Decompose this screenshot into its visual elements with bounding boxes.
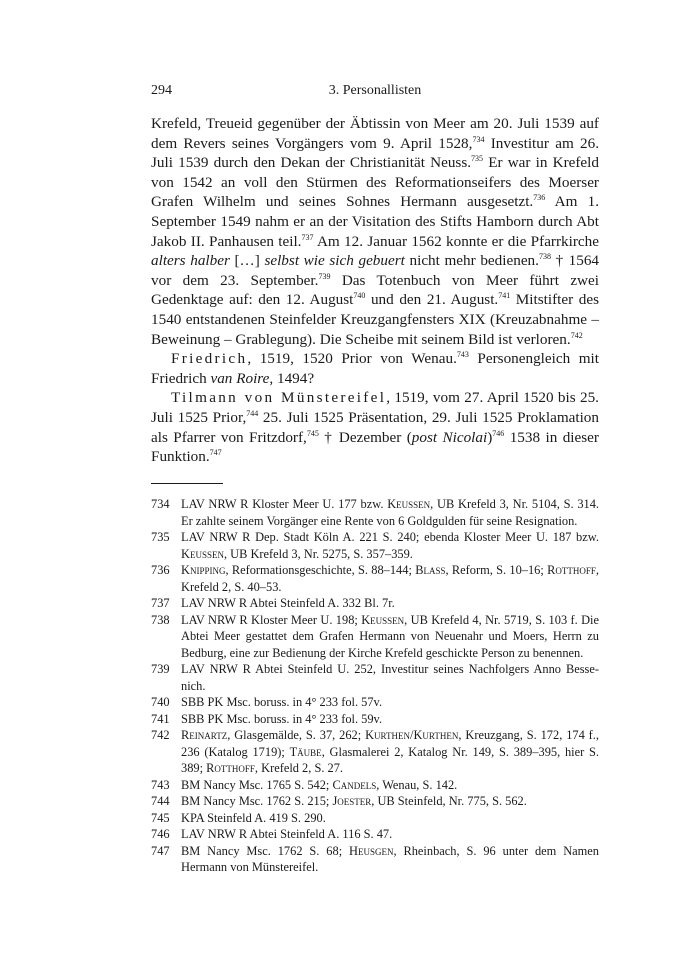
- text-run: , Glasgemälde, S. 37, 262;: [227, 728, 366, 742]
- text-run: , Wenau, S. 142.: [376, 777, 458, 792]
- text-run: Investitur am 26. Juli 1539 durch den Dekan der Christianität Neuss.: [151, 134, 600, 172]
- footnote-number: 746: [151, 827, 170, 841]
- text-run: LAV NRW R Abtei Steinfeld U. 252, Investitur seines Nachfolgers Anno Besse-nich.: [181, 662, 599, 693]
- footnote-reference: 737: [301, 232, 314, 242]
- footnote: [151, 727, 599, 777]
- footnote-number: 739: [151, 662, 170, 676]
- text-run: LAV NRW R Kloster Meer U. 198;: [181, 612, 362, 627]
- italic-text: selbst wie sich gebuert: [264, 252, 405, 270]
- text-run: SBB PK Msc. boruss. in 4° 233 fol. 59v.: [181, 711, 383, 726]
- footnote-reference: 741: [498, 291, 511, 301]
- author-name: Rotthoff: [206, 761, 255, 775]
- footnote: [151, 661, 599, 694]
- text-run: , Krefeld 2, S. 40–53.: [181, 563, 599, 594]
- author-name: Kurthen/Kurthen: [365, 728, 459, 742]
- author-name: Blass: [415, 563, 446, 577]
- footnote: [151, 595, 599, 612]
- text-run: , UB Krefeld 3, Nr. 5275, S. 357–359.: [223, 546, 413, 561]
- footnote-number: 740: [151, 695, 170, 709]
- text-run: , 1519, 1520 Prior von Wenau.: [247, 350, 457, 368]
- footnote: [151, 529, 599, 562]
- person-name: Tilmann von Münstereifel: [171, 389, 387, 407]
- text-run: Er war in Krefeld von 1542 an voll den Stürmen des Reformationseifers des Moerser Grafen Wilhelm und seines Sohnes Hermann ausgesetzt.: [151, 154, 599, 211]
- footnote: [151, 810, 599, 827]
- text-run: Das Totenbuch von Meer führt zwei Gedenktage auf: den 12. August: [151, 271, 599, 309]
- text-run: LAV NRW R Kloster Meer U. 177 bzw.: [181, 497, 388, 511]
- text-run: , Krefeld 2, S. 27.: [254, 761, 344, 775]
- text-run: Mitstifter des 1540 entstandenen Steinfelder Kreuzgangfensters XIX (Kreuzabnahme – Beweinung – Grablegung). Die Scheibe mit seinem Bild ist verloren.: [151, 291, 599, 348]
- main-text: [151, 114, 599, 467]
- footnote: [151, 694, 599, 711]
- text-run: † 1564 vor dem 23. September.: [151, 252, 600, 289]
- italic-text: post Nicolai: [411, 428, 488, 446]
- footnote-number: 736: [151, 563, 170, 577]
- footnote-reference: 739: [318, 271, 331, 281]
- footnote-divider: [151, 483, 223, 484]
- footnote: [151, 711, 599, 728]
- footnote-number: 743: [151, 777, 170, 792]
- footnote-reference: 735: [471, 154, 484, 164]
- text-run: , Kreuzgang, S. 172, 174 f., 236 (Katalog 1719);: [181, 728, 600, 759]
- text-run: KPA Steinfeld A. 419 S. 290.: [181, 810, 326, 825]
- footnote-number: 738: [151, 612, 170, 627]
- text-run: ): [487, 428, 493, 446]
- footnote-number: 747: [151, 843, 170, 858]
- text-run: , UB Krefeld 3, Nr. 5104, S. 314. Er zahlte seinem Vorgänger eine Rente von 6 Goldgulden für seine Resignation.: [181, 497, 600, 528]
- text-run: † Dezember (: [318, 428, 412, 446]
- footnote-number: 745: [151, 810, 170, 825]
- text-run: und den 21. August.: [365, 291, 499, 309]
- footnote: [151, 793, 599, 810]
- text-run: , Rheinbach, S. 96 unter dem Namen Hermann von Münstereifel.: [181, 843, 599, 874]
- author-name: Rotthoff: [547, 563, 596, 577]
- text-run: , Glasmalerei 2, Katalog Nr. 149, S. 389–395, hier S. 389;: [181, 744, 599, 775]
- footnote: [151, 777, 599, 794]
- person-name: Friedrich: [171, 350, 248, 368]
- italic-text: alters halber: [151, 252, 230, 270]
- footnote: [151, 843, 599, 876]
- text-run: , Reformationsgeschichte, S. 88–144;: [225, 563, 416, 577]
- footnote-reference: 743: [456, 350, 469, 360]
- footnote-number: 744: [151, 794, 170, 808]
- text-run: , 1494?: [269, 369, 315, 387]
- body-paragraph: [151, 388, 599, 466]
- footnote-reference: 744: [246, 408, 259, 418]
- author-name: Knipping: [181, 563, 226, 577]
- author-name: Keussen: [361, 612, 405, 627]
- text-run: 25. Juli 1525 Präsentation, 29. Juli 1525 Proklamation als Pfarrer von Fritzdorf,: [151, 408, 599, 446]
- author-name: Joester: [332, 794, 372, 808]
- footnote-number: 742: [151, 728, 170, 742]
- footnote-number: 737: [151, 596, 170, 610]
- footnote: [151, 826, 599, 843]
- footnote-reference: 746: [492, 428, 505, 438]
- text-run: BM Nancy Msc. 1765 S. 542;: [181, 777, 333, 792]
- text-run: LAV NRW R Abtei Steinfeld A. 332 Bl. 7r.: [181, 596, 395, 610]
- author-name: Reinartz: [181, 728, 228, 742]
- body-paragraph: [151, 114, 599, 349]
- text-run: LAV NRW R Dep. Stadt Köln A. 221 S. 240; ebenda Kloster Meer U. 187 bzw.: [181, 530, 599, 544]
- text-run: , UB Steinfeld, Nr. 775, S. 562.: [371, 794, 527, 808]
- text-run: BM Nancy Msc. 1762 S. 215;: [181, 794, 333, 808]
- text-run: SBB PK Msc. boruss. in 4° 233 fol. 57v.: [181, 695, 383, 709]
- footnote-reference: 742: [570, 330, 583, 340]
- text-run: Am 12. Januar 1562 konnte er die Pfarrkirche: [313, 232, 599, 250]
- footnote-number: 734: [151, 497, 170, 511]
- footnote-reference: 745: [306, 428, 319, 438]
- footnote-number: 735: [151, 530, 170, 544]
- body-paragraph: [151, 349, 599, 388]
- footnotes: [151, 496, 599, 876]
- footnote-reference: 734: [472, 134, 485, 144]
- running-head: [151, 83, 599, 103]
- footnote: [151, 612, 599, 662]
- author-name: Täube: [289, 744, 322, 759]
- author-name: Keussen: [387, 497, 431, 511]
- text-run: LAV NRW R Abtei Steinfeld A. 116 S. 47.: [181, 827, 393, 841]
- footnote-reference: 738: [538, 252, 551, 262]
- text-run: nicht mehr bedienen.: [404, 252, 539, 270]
- text-run: Personengleich mit Friedrich: [151, 350, 599, 387]
- author-name: Candels: [332, 777, 377, 792]
- text-run: , 1519, vom 27. April 1520 bis 25. Juli 1525 Prior,: [151, 389, 599, 426]
- author-name: Keussen: [181, 546, 224, 561]
- author-name: Heusgen: [349, 843, 394, 858]
- italic-text: van Roire: [210, 369, 270, 387]
- text-run: , Reform, S. 10–16;: [445, 563, 548, 577]
- text-run: Am 1. September 1549 nahm er an der Visitation des Stifts Hamborn durch Abt Jakob II. Panhausen teil.: [151, 193, 599, 250]
- text-run: 1538 in dieser Funktion.: [151, 428, 599, 466]
- text-run: BM Nancy Msc. 1762 S. 68;: [181, 843, 350, 858]
- running-title: 3. Personallisten: [328, 83, 422, 98]
- footnote-number: 741: [151, 711, 170, 726]
- text-run: […]: [229, 252, 265, 270]
- page-number: 294: [151, 83, 172, 98]
- footnote-reference: 747: [209, 448, 222, 458]
- text-run: Krefeld, Treueid gegenüber der Äbtissin von Meer am 20. Juli 1539 auf dem Revers seines Vorgängers vom 9. April 1528,: [151, 115, 599, 152]
- footnote-reference: 736: [533, 193, 546, 203]
- footnote-reference: 740: [353, 291, 366, 301]
- footnote: [151, 496, 599, 529]
- text-run: , UB Krefeld 4, Nr. 5719, S. 103 f. Die Abtei Meer gestattet dem Grafen Hermann von Neuenahr und Moers, Herrn zu Bedburg, eine zur Bedienung der Kirche Krefeld geschickte Person zu benennen.: [181, 612, 599, 660]
- footnote: [151, 562, 599, 595]
